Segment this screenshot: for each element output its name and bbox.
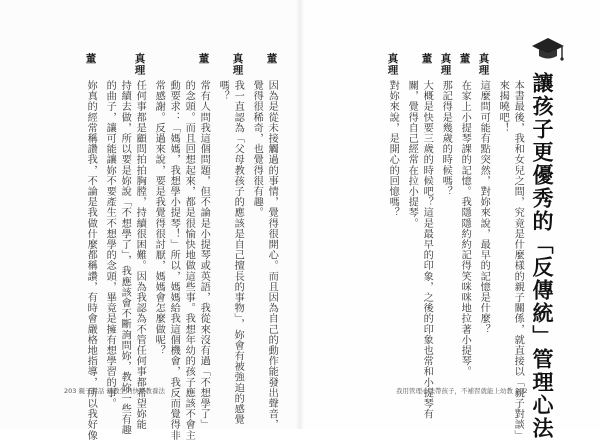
speaker-label-dong: 董 — [197, 53, 210, 65]
right-page-footer: 我用管理心法帶孩子，不補習就能上幼教 202 — [396, 387, 528, 395]
speaker-label-mom: 真理 — [386, 53, 399, 76]
left-page-footer: 203 親子對話 幼教生的快樂教養法 — [64, 387, 166, 395]
question-1-line-1: 這麼問可能有點突然，對妳來說，最早的記憶是什麼？ — [478, 80, 490, 335]
answer-4-line-2: 的念頭。而且回想起來，都是很愉快地做這些事。我想年幼的孩子應該不會主 — [183, 80, 195, 440]
answer-3-line-2: 覺得很稀奇，也覺得很有趣。 — [251, 80, 263, 218]
intro-line-2: 來揭曉吧！ — [497, 80, 509, 133]
question-5-line-3: 的曲子，讓可能讓妳不要產生不想學的念頭，畢竟是擁有想學習的事。 — [104, 80, 116, 409]
chapter-title: 讓孩子更優秀的「反傳統」管理心法 — [530, 72, 555, 440]
graduation-cap-icon — [531, 36, 565, 64]
speaker-label-mom: 真理 — [439, 53, 452, 76]
question-2-line-1: 那記得是幾歲的時候嗎？ — [440, 80, 452, 197]
answer-4-line-3: 動要求：「媽媽，我想學小提琴！」所以，媽媽給我這個機會，我反而覺得非 — [168, 80, 180, 440]
speaker-label-mom: 真理 — [231, 53, 244, 76]
question-5-line-2: 持續去做，所以要是妳說「不想學了」，我應該會不斷詢問妳，教妳一些有趣 — [119, 80, 131, 436]
answer-2-line-1: 大概是快要三歲的時候吧？這是最早的印象，之後的印象也常和小提琴有 — [421, 80, 433, 420]
intro-line-1: 本書最後，我和女兒之間，究竟是什麼樣的親子關係，就直接以「親子對談」 — [512, 80, 524, 440]
answer-3-line-1: 因為是從未接觸過的事情，覺得很開心。而且因為自己的動作能發出聲音， — [266, 80, 278, 430]
question-4-line-2: 嗎？ — [217, 80, 229, 102]
book-gutter — [296, 0, 304, 429]
speaker-label-dong: 董 — [420, 53, 433, 65]
question-4-line-1: 我一直認為「父母教孩子的應該是自己擅長的事物」，妳會有被強迫的感覺 — [232, 80, 244, 425]
speaker-label-dong: 董 — [84, 53, 97, 65]
speaker-label-dong: 董 — [265, 53, 278, 65]
answer-5-line-1: 妳真的經常稱讚我，不論是我做什麼都稱讚，有時會嚴格地指導，所以我好像 — [85, 80, 97, 440]
answer-2-line-2: 關，覺得自己經常在拉小提琴。 — [406, 80, 418, 229]
speaker-label-mom: 真理 — [133, 53, 146, 76]
answer-4-line-1: 常有人問我這個問題，但不論是小提琴或英語，我從來沒有過「不想學了」 — [198, 80, 210, 430]
question-5-line-1: 任何事都是顧問拍拍胸膛，持續很困難。因為我認為不管任何事都希望妳能 — [134, 80, 146, 430]
answer-1-line-1: 在家上小提琴課的記憶。我隱隱約約記得笑咪咪地拉著小提琴。 — [459, 80, 471, 377]
question-3-line-1: 對妳來說，是開心的回憶嗎？ — [387, 80, 399, 218]
speaker-label-dong: 董 — [458, 53, 471, 65]
answer-4-line-4: 常感謝。反過來說，要是我覺得很討厭，媽媽會怎麼做呢？ — [153, 80, 165, 356]
speaker-label-mom: 真理 — [477, 53, 490, 76]
